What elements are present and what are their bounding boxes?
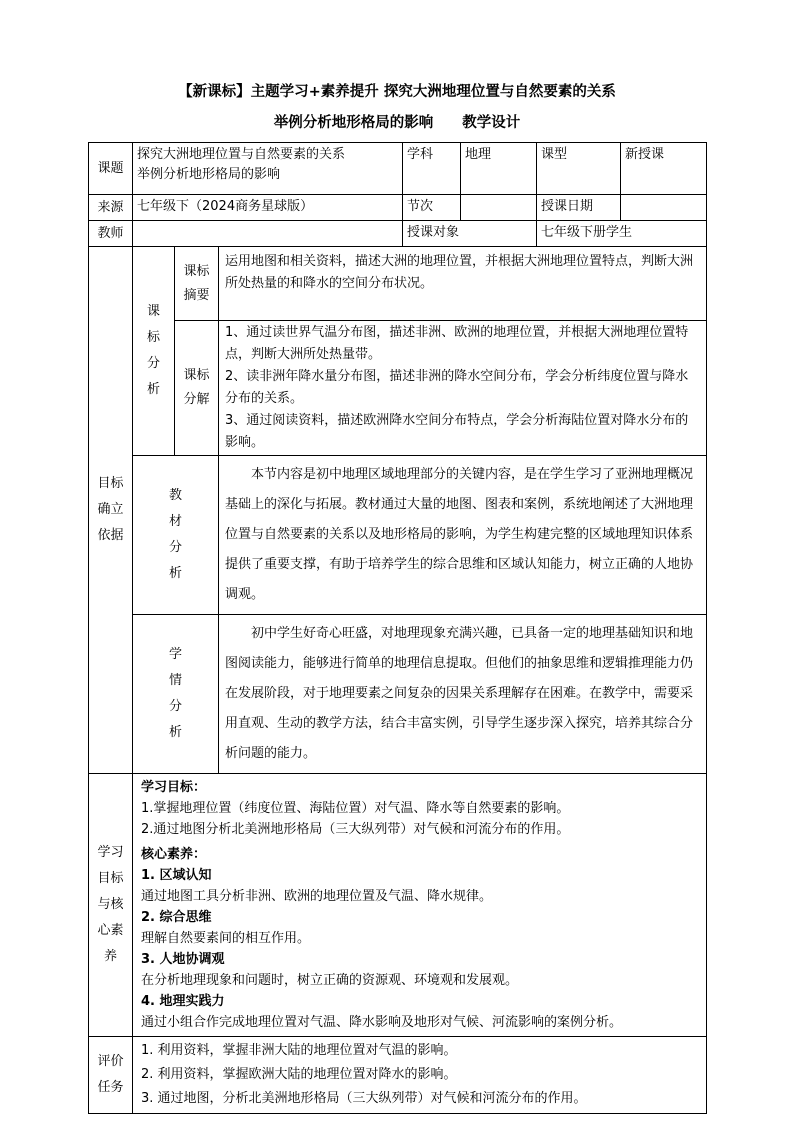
core-literacy-item-heading: 3. 人地协调观 [141, 952, 225, 967]
document-title: 【新课标】主题学习+素养提升 探究大洲地理位置与自然要素的关系 [178, 84, 616, 100]
standard-analysis-label: 课标分析 [133, 247, 175, 456]
audience-value: 七年级下册学生 [537, 221, 707, 247]
standard-summary-label: 课标摘要 [175, 247, 219, 321]
date-label: 授课日期 [537, 195, 621, 221]
core-literacy-item-heading: 1. 区域认知 [141, 868, 212, 883]
learning-goals-heading: 学习目标： [141, 780, 207, 795]
core-literacy-item-text: 通过小组合作完成地理位置对气温、降水影响及地形对气候、河流影响的案例分析。 [141, 1015, 623, 1030]
learning-goal-item: 1.掌握地理位置（纬度位置、海陆位置）对气温、降水等自然要素的影响。 [141, 801, 570, 816]
learner-analysis-text: 初中学生好奇心旺盛，对地理现象充满兴趣，已具备一定的地理基础知识和地图阅读能力，能够进行简单的地理信息提取。但他们的抽象思维和逻辑推理能力仍在发展阶段，对于地理要素之间复杂的因果关系理解存在困难。在教学中，需要采用直观、生动的教学方法，结合丰富实例，引导学生逐步深入探究，培养其综合分析问题的能力。 [219, 615, 707, 774]
topic-line-2: 举例分析地形格局的影响 [137, 167, 281, 182]
period-label: 节次 [403, 195, 461, 221]
evaluation-content [133, 1037, 707, 1114]
period-value [461, 195, 537, 221]
learning-goal-item: 2.通过地图分析北美洲地形格局（三大纵列带）对气候和河流分布的作用。 [141, 822, 570, 837]
core-literacy-item-heading: 4. 地理实践力 [141, 994, 225, 1009]
core-literacy-item-text: 通过地图工具分析非洲、欧洲的地理位置及气温、降水规律。 [141, 889, 493, 904]
evaluation-item: 3. 通过地图，分析北美洲地形格局（三大纵列带）对气候和河流分布的作用。 [141, 1091, 587, 1106]
subject-value: 地理 [461, 143, 537, 195]
standard-summary-text: 运用地图和相关资料，描述大洲的地理位置，并根据大洲地理位置特点，判断大洲所处热量的和降水的空间分布状况。 [219, 247, 707, 321]
lesson-plan-table [88, 142, 707, 1114]
goals-label: 学习目标与核心素养 [89, 774, 133, 1037]
evaluation-item: 1. 利用资料，掌握非洲大陆的地理位置对气温的影响。 [141, 1043, 457, 1058]
lesson-type-label: 课型 [537, 143, 621, 195]
topic-line-1: 探究大洲地理位置与自然要素的关系 [137, 147, 346, 162]
standard-decomposition-text [219, 321, 707, 456]
goals-content [133, 774, 707, 1037]
source-label: 来源 [89, 195, 133, 221]
learner-analysis-label: 学情分析 [133, 615, 219, 774]
topic-value [133, 143, 403, 195]
decomposition-item: 2、读非洲年降水量分布图，描述非洲的降水空间分布，学会分析纬度位置与降水分布的关系。 [225, 369, 689, 406]
core-literacy-item-text: 理解自然要素间的相互作用。 [141, 931, 311, 946]
lesson-type-value: 新授课 [621, 143, 707, 195]
decomposition-item: 1、通过读世界气温分布图，描述非洲、欧洲的地理位置，并根据大洲地理位置特点，判断大洲所处热量带。 [225, 325, 689, 362]
core-literacy-item-heading: 2. 综合思维 [141, 910, 212, 925]
document-subtitle: 举例分析地形格局的影响 教学设计 [273, 115, 521, 131]
evaluation-label: 评价任务 [89, 1037, 133, 1114]
date-value [621, 195, 707, 221]
teacher-label: 教师 [89, 221, 133, 247]
subject-label: 学科 [403, 143, 461, 195]
core-literacy-heading: 核心素养： [141, 847, 207, 862]
decomposition-item: 3、通过阅读资料，描述欧洲降水空间分布特点，学会分析海陆位置对降水分布的影响。 [225, 413, 689, 450]
standard-decomposition-label: 课标分解 [175, 321, 219, 456]
core-literacy-item-text: 在分析地理现象和问题时，树立正确的资源观、环境观和发展观。 [141, 973, 519, 988]
textbook-analysis-text: 本节内容是初中地理区域地理部分的关键内容，是在学生学习了亚洲地理概况基础上的深化与拓展。教材通过大量的地图、图表和案例，系统地阐述了大洲地理位置与自然要素的关系以及地形格局的影响，为学生构建完整的区域地理知识体系提供了重要支撑，有助于培养学生的综合思维和区域认知能力，树立正确的人地协调观。 [219, 456, 707, 615]
teacher-value [133, 221, 403, 247]
audience-label: 授课对象 [403, 221, 537, 247]
basis-label: 目标确立依据 [89, 247, 133, 774]
topic-label: 课题 [89, 143, 133, 195]
source-value: 七年级下（2024商务星球版） [133, 195, 403, 221]
evaluation-item: 2. 利用资料，掌握欧洲大陆的地理位置对降水的影响。 [141, 1067, 457, 1082]
textbook-analysis-label: 教材分析 [133, 456, 219, 615]
